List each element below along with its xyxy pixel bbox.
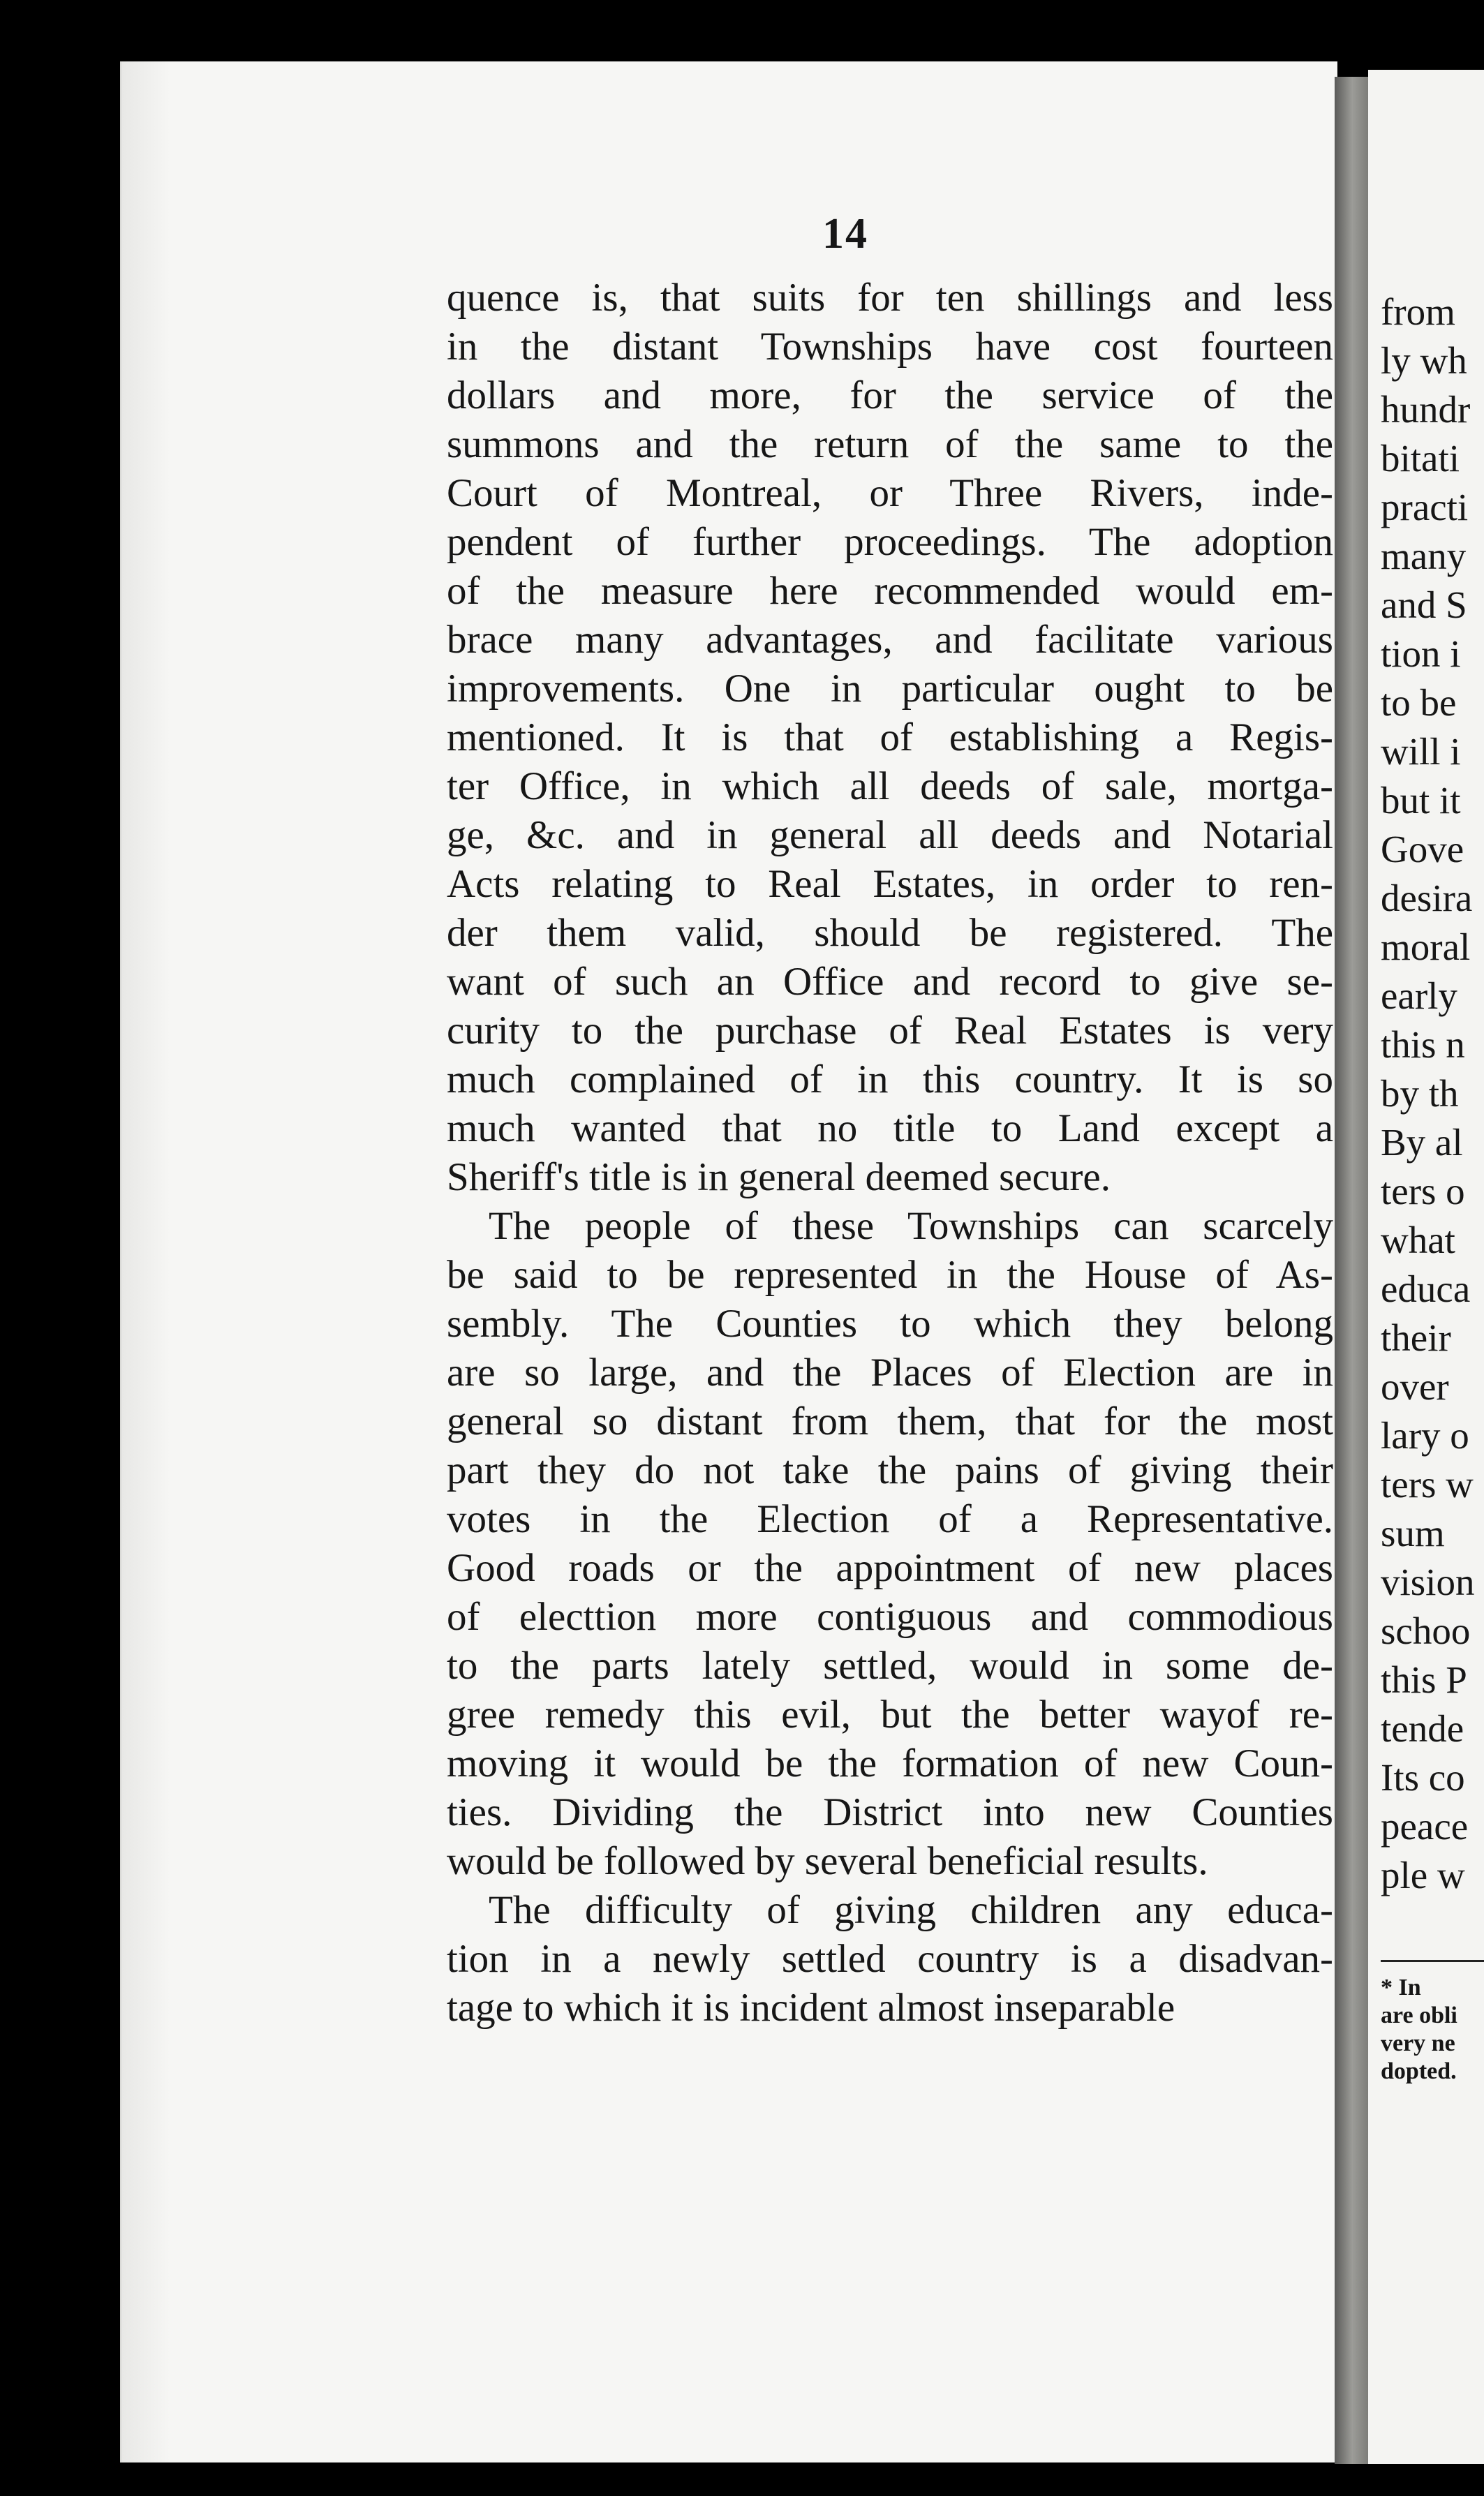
facing-page-line: educa [1381,1268,1471,1310]
text-line: much wanted that no title to Land except a [447,1106,1333,1150]
footnote-line: very ne [1381,2030,1455,2056]
facing-page-line: by th [1381,1072,1459,1115]
text-line: der them valid, should be registered. The [447,911,1333,955]
text-line: part they do not take the pains of giving their [447,1448,1333,1492]
facing-page-line: By al [1381,1121,1463,1164]
text-line: Court of Montreal, or Three Rivers, inde- [447,471,1333,515]
text-line: general so distant from them, that for the most [447,1399,1333,1443]
text-line: in the distant Townships have cost fourteen [447,325,1333,369]
facing-page-line: tende [1381,1707,1464,1750]
text-line: of electtion more contiguous and commodious [447,1595,1333,1639]
text-line: quence is, that suits for ten shillings and less [447,276,1333,320]
facing-page-line: this n [1381,1023,1465,1066]
facing-page-line: many [1381,535,1467,577]
text-line: ties. Dividing the District into new Counties [447,1790,1333,1834]
text-line: The difficulty of giving children any educa- [489,1888,1333,1932]
facing-page-line: ly wh [1381,339,1467,382]
text-line: would be followed by several beneficial results. [447,1839,1208,1883]
facing-page-line: Gove [1381,828,1464,870]
text-line: tage to which it is incident almost inseparable [447,1986,1175,2030]
right-page-fragment [1368,70,1484,2464]
page-edge [121,61,170,2462]
text-line: of the measure here recommended would em- [447,569,1333,613]
text-line: The people of these Townships can scarcely [489,1204,1333,1248]
text-line: brace many advantages, and facilitate various [447,618,1333,662]
text-line: to the parts lately settled, would in some de- [447,1644,1333,1688]
text-line: improvements. One in particular ought to be [447,667,1333,711]
facing-page-line: to be [1381,681,1457,724]
text-line: are so large, and the Places of Election are in [447,1351,1333,1395]
footnote-line: are obli [1381,2003,1457,2028]
text-line: summons and the return of the same to the [447,422,1333,466]
facing-page-line: moral [1381,926,1471,968]
facing-page-line: Its co [1381,1756,1465,1799]
text-line: ge, &c. and in general all deeds and Notarial [447,813,1333,857]
facing-page-line: over [1381,1365,1449,1408]
text-line: curity to the purchase of Real Estates is very [447,1009,1333,1053]
text-line: want of such an Office and record to give se- [447,960,1333,1004]
text-line: Acts relating to Real Estates, in order to ren- [447,862,1333,906]
facing-page-line: ters o [1381,1170,1465,1212]
text-line: gree remedy this evil, but the better wayof re- [447,1693,1333,1737]
text-line: dollars and more, for the service of the [447,373,1333,417]
facing-page-line: sum [1381,1512,1445,1554]
facing-page-line: peace [1381,1805,1469,1848]
facing-page-line: this P [1381,1658,1467,1701]
text-line: sembly. The Counties to which they belong [447,1302,1333,1346]
text-line: tion in a newly settled country is a disadvan- [447,1937,1333,1981]
facing-page-line: and S [1381,584,1467,626]
facing-page-line: tion i [1381,632,1461,675]
page-number: 14 [822,210,868,258]
facing-page-line: ters w [1381,1463,1474,1506]
facing-page-line: schoo [1381,1610,1471,1652]
text-line: moving it would be the formation of new Coun- [447,1741,1333,1785]
facing-page-line: early [1381,974,1457,1017]
footnote-rule [1381,1960,1484,1962]
text-line: be said to be represented in the House of As- [447,1253,1333,1297]
text-line: much complained of in this country. It is so [447,1057,1333,1101]
text-line: pendent of further proceedings. The adoption [447,520,1333,564]
facing-page-line: but it [1381,779,1461,822]
facing-page-line: their [1381,1316,1451,1359]
text-line: Good roads or the appointment of new places [447,1546,1333,1590]
text-line: ter Office, in which all deeds of sale, mortga- [447,764,1333,808]
facing-page-line: practi [1381,486,1469,528]
facing-page-line: ple w [1381,1854,1465,1896]
footnote-line: * In [1381,1975,1421,2000]
facing-page-line: what [1381,1219,1455,1261]
facing-page-line: hundr [1381,388,1471,431]
facing-page-line: from [1381,290,1455,333]
footnote-line: dopted. [1381,2058,1457,2084]
text-line: mentioned. It is that of establishing a Regis- [447,715,1333,759]
facing-page-line: bitati [1381,437,1460,480]
facing-page-line: desira [1381,877,1473,919]
text-line: Sheriff's title is in general deemed secure. [447,1155,1111,1199]
text-line: votes in the Election of a Representative. [447,1497,1333,1541]
facing-page-line: vision [1381,1561,1475,1603]
facing-page-line: will i [1381,730,1461,773]
facing-page-line: lary o [1381,1414,1469,1457]
